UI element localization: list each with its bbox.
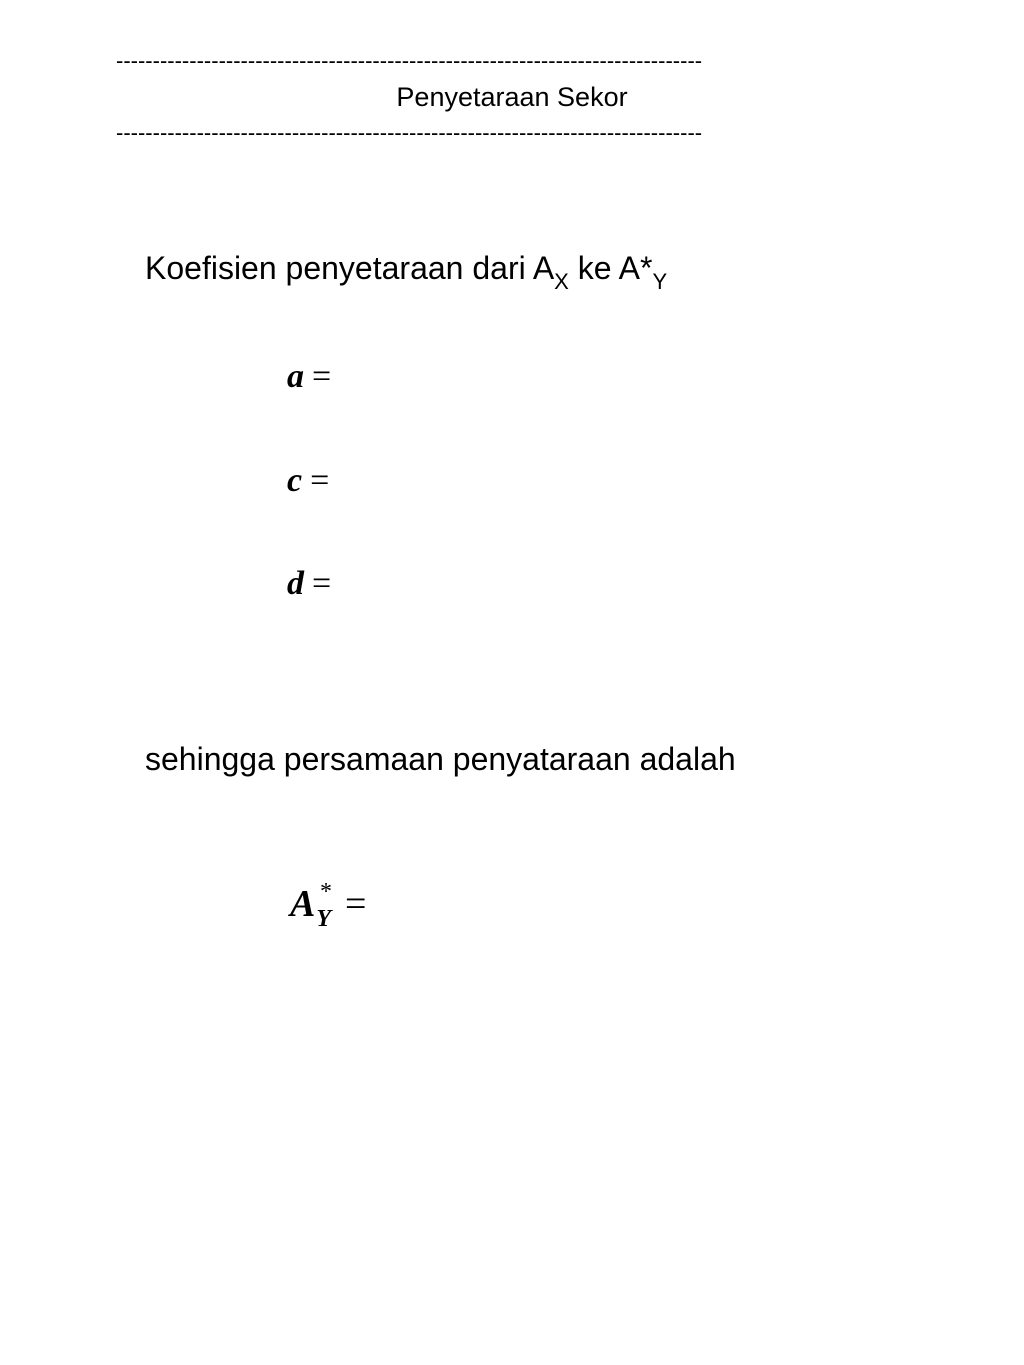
equation-c-variable: c: [287, 462, 303, 499]
page-title: Penyetaraan Sekor: [396, 82, 628, 112]
intro-sentence: [145, 248, 667, 292]
result-equation: [290, 879, 367, 932]
equation-a-variable: a: [287, 358, 304, 395]
conclusion-sentence: sehingga persamaan penyataraan adalah: [145, 741, 736, 777]
result-superscript: *: [320, 879, 332, 905]
equation-c-equals: =: [310, 462, 330, 499]
intro-text-middle: ke A*: [568, 250, 653, 286]
header-rule-top: --------------------------------------------------------------------------------: [116, 48, 703, 73]
intro-text-before: Koefisien penyetaraan dari A: [145, 250, 555, 286]
equation-d: [287, 564, 331, 604]
subscript-x: X: [554, 269, 569, 294]
result-equals: =: [345, 883, 367, 925]
equation-a: [287, 357, 331, 397]
header-rule-bottom: --------------------------------------------------------------------------------: [116, 120, 703, 145]
equation-a-equals: =: [312, 358, 332, 395]
subscript-y: Y: [652, 269, 668, 294]
result-subscript: Y: [316, 906, 332, 932]
equation-d-variable: d: [287, 565, 304, 602]
equation-d-equals: =: [312, 565, 332, 602]
result-base: A: [290, 883, 316, 925]
result-term: [290, 879, 332, 932]
equation-c: [287, 461, 329, 501]
